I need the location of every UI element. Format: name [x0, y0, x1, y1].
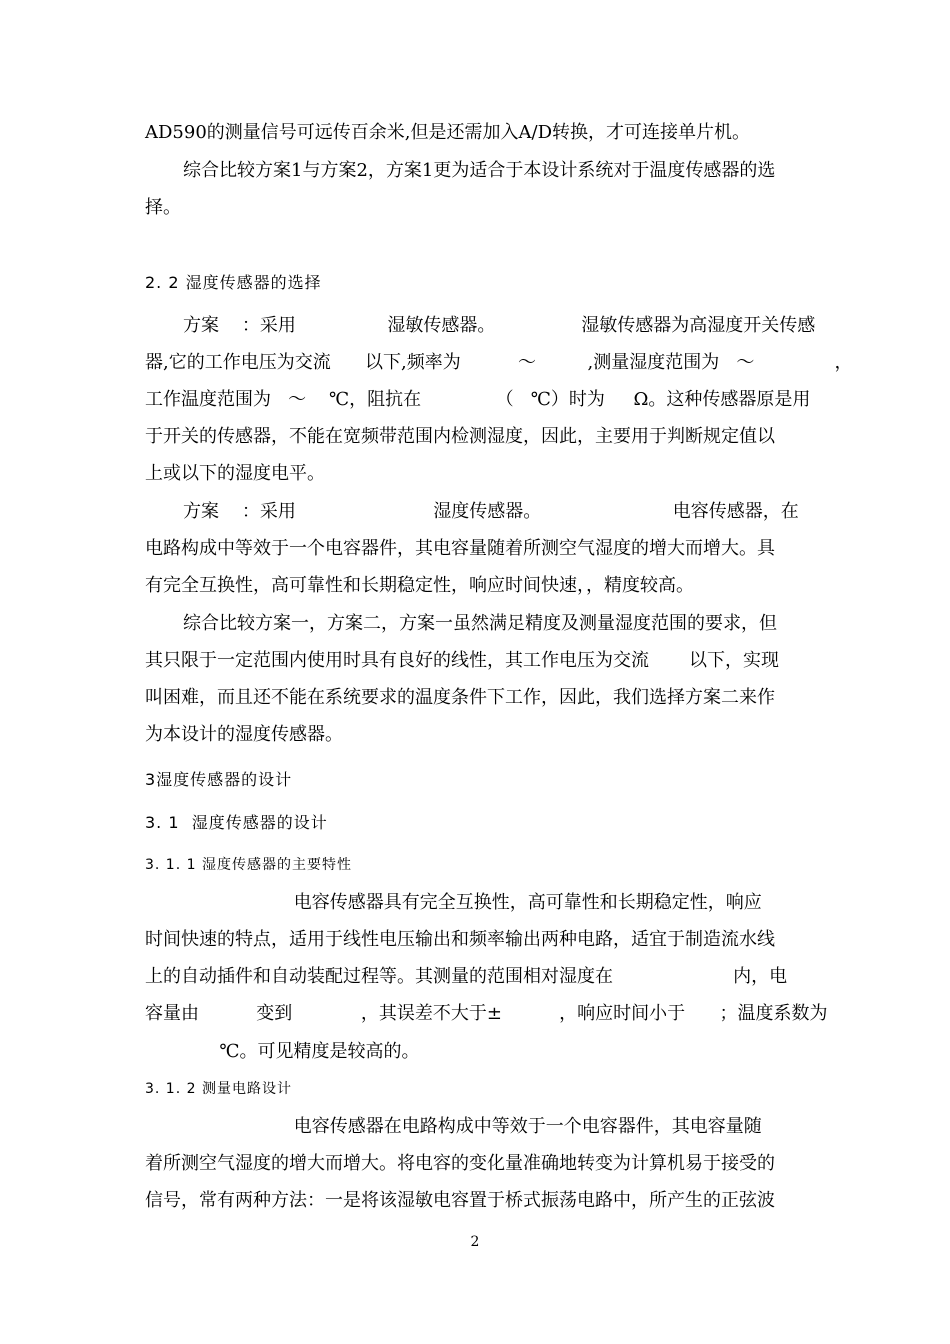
- paragraph-line: 着所测空气湿度的增大而增大。将电容的变化量准确地转变为计算机易于接受的: [145, 1153, 775, 1174]
- section-heading-2-2: 2. 2 湿度传感器的选择: [145, 273, 322, 292]
- paragraph-line: 电路构成中等效于一个电容器件，其电容量随着所测空气湿度的增大而增大。具: [145, 538, 775, 559]
- paragraph-line: 于开关的传感器，不能在宽频带范围内检测湿度，因此，主要用于判断规定值以: [145, 426, 775, 447]
- paragraph-line: 其只限于一定范围内使用时具有良好的线性，其工作电压为交流 以下，实现: [145, 650, 780, 671]
- paragraph-line: 方案 ：采用 湿度传感器。 电容传感器，在: [183, 501, 799, 522]
- paragraph-line: 有完全互换性，高可靠性和长期稳定性，响应时间快速，，精度较高。: [145, 575, 694, 596]
- paragraph-line: 为本设计的湿度传感器。: [145, 724, 343, 745]
- paragraph-line: AD590的测量信号可远传百余米,但是还需加入A/D转换，才可连接单片机。: [145, 122, 751, 143]
- paragraph-line: 择。: [145, 197, 181, 218]
- paragraph-line: 综合比较方案一，方案二，方案一虽然满足精度及测量湿度范围的要求，但: [183, 613, 777, 634]
- paragraph-line: 电容传感器具有完全互换性，高可靠性和长期稳定性，响应: [145, 892, 762, 913]
- paragraph-line: 工作温度范围为 ～ ℃，阻抗在 （ ℃）时为 Ω。这种传感器原是用: [145, 389, 811, 410]
- paragraph-line: 上的自动插件和自动装配过程等。其测量的范围相对湿度在 内，电: [145, 966, 788, 987]
- paragraph-line: 器,它的工作电压为交流 以下,频率为 ～ ,测量湿度范围为 ～ ，: [145, 352, 853, 373]
- paragraph-line: ℃。可见精度是较高的。: [145, 1041, 420, 1062]
- section-heading-3-1: 3. 1 湿度传感器的设计: [145, 813, 328, 832]
- paragraph-line: 综合比较方案1与方案2，方案1更为适合于本设计系统对于温度传感器的选: [183, 160, 776, 181]
- section-heading-3: 3湿度传感器的设计: [145, 770, 293, 789]
- paragraph-line: 电容传感器在电路构成中等效于一个电容器件，其电容量随: [145, 1116, 762, 1137]
- paragraph-line: 上或以下的湿度电平。: [145, 463, 325, 484]
- section-heading-3-1-2: 3. 1. 2 测量电路设计: [145, 1081, 292, 1097]
- paragraph-line: 时间快速的特点，适用于线性电压输出和频率输出两种电路，适宜于制造流水线: [145, 929, 775, 950]
- page-number: 2: [470, 1234, 480, 1250]
- paragraph-line: 信号，常有两种方法：一是将该湿敏电容置于桥式振荡电路中，所产生的正弦波: [145, 1190, 775, 1211]
- paragraph-line: 容量由 变到 ，其误差不大于± ，响应时间小于 ；温度系数为: [145, 1003, 828, 1024]
- section-heading-3-1-1: 3. 1. 1 湿度传感器的主要特性: [145, 857, 352, 873]
- paragraph-line: 叫困难，而且还不能在系统要求的温度条件下工作，因此，我们选择方案二来作: [145, 687, 775, 708]
- paragraph-line: 方案 ：采用 湿敏传感器。 湿敏传感器为高湿度开关传感: [183, 315, 816, 336]
